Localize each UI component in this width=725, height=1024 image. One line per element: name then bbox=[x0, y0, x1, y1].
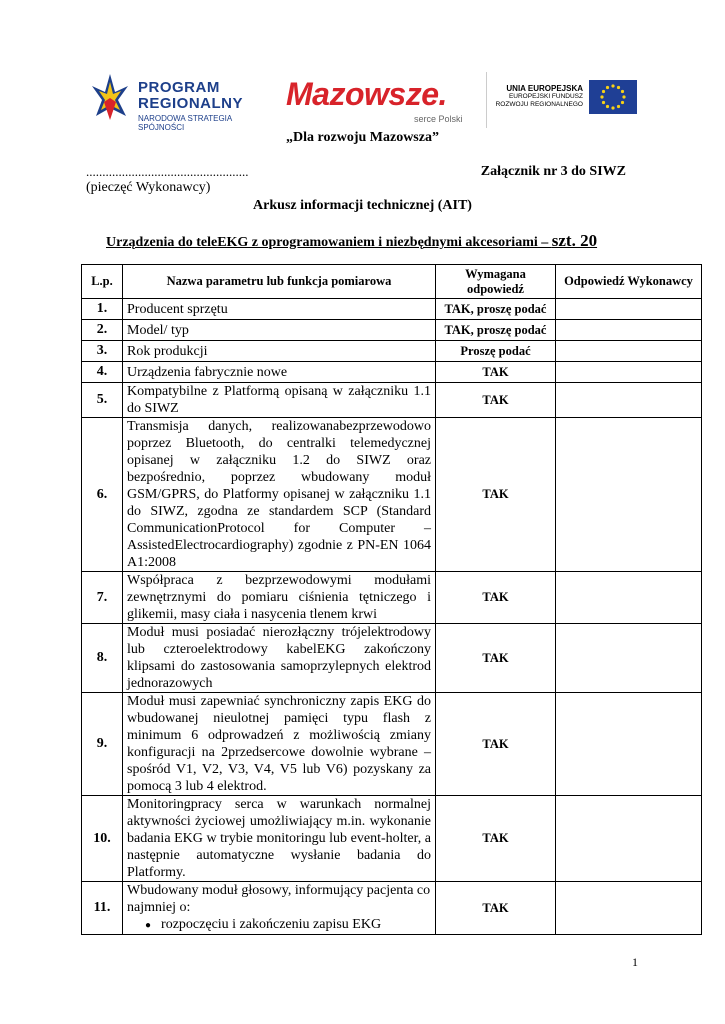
program-line2: REGIONALNY bbox=[138, 95, 244, 112]
row-name: Moduł musi zapewniać synchroniczny zapis EKG do wbudowanej nieulotnej pamięci typu flash z minimum 6 odprowadzeń z możliwością zmiany konfiguracji na 2przedsercowe dowolnie wybrane – spośród V1, V2, V3, V4, V5 lub V6) pozyskany za pomocą 3 lub 4 elektrod. bbox=[123, 693, 436, 796]
row-required: TAK bbox=[436, 418, 556, 572]
header-required: Wymagana odpowiedź bbox=[436, 265, 556, 299]
row-answer[interactable] bbox=[556, 418, 702, 572]
row-name: Model/ typ bbox=[123, 320, 436, 341]
row-required: TAK bbox=[436, 624, 556, 693]
row-lp: 3. bbox=[82, 341, 123, 362]
eu-logo bbox=[486, 72, 651, 128]
row-lp: 7. bbox=[82, 572, 123, 624]
row-name-text: Wbudowany moduł głosowy, informujący pacjenta co najmniej o: bbox=[127, 883, 431, 916]
header-name: Nazwa parametru lub funkcja pomiarowa bbox=[123, 265, 436, 299]
row-name: Transmisja danych, realizowanabezprzewodowo poprzez Bluetooth, do centralki telemedycznej opisanej w załączniku 1.2 do SIWZ oraz bezpośrednio, poprzez wbudowany moduł GSM/GPRS, do Platformy opisanej w załączniku 1.1 do SIWZ, zgodna ze standardem SCP (Standard CommunicationProtocol for Computer – AssistedElectrocardiography) zgodnie z PN-EN 1064 A1:2008 bbox=[123, 418, 436, 572]
row-name: Urządzenia fabrycznie nowe bbox=[123, 362, 436, 383]
table-row bbox=[82, 796, 702, 882]
eu-line3: ROZWOJU REGIONALNEGO bbox=[495, 101, 583, 108]
heading-main: Urządzenia do teleEKG z oprogramowaniem i niezbędnymi akcesoriami – bbox=[106, 235, 552, 250]
table-row bbox=[82, 693, 702, 796]
program-regionalny-logo bbox=[86, 70, 266, 132]
logo-bar bbox=[86, 68, 646, 132]
row-lp: 11. bbox=[82, 882, 123, 935]
row-required: TAK bbox=[436, 572, 556, 624]
row-name: Producent sprzętu bbox=[123, 299, 436, 320]
row-required: TAK, proszę podać bbox=[436, 299, 556, 320]
bullet-text: rozpoczęciu i zakończeniu zapisu EKG bbox=[161, 917, 382, 933]
table-row bbox=[82, 418, 702, 572]
row-required: TAK bbox=[436, 693, 556, 796]
eu-flag-icon bbox=[589, 80, 637, 114]
table-row bbox=[82, 299, 702, 320]
row-answer[interactable] bbox=[556, 362, 702, 383]
section-heading bbox=[106, 231, 597, 251]
row-required: TAK bbox=[436, 796, 556, 882]
mazowsze-logo bbox=[286, 76, 466, 126]
table-row bbox=[82, 572, 702, 624]
row-name: Moduł musi posiadać nierozłączny trójelektrodowy lub czteroelektrodowy kabelEKG zakończony klipsami do zastosowania samoprzylepnych elektrod jednorazowych bbox=[123, 624, 436, 693]
row-required: Proszę podać bbox=[436, 341, 556, 362]
spec-table bbox=[81, 264, 702, 935]
row-lp: 6. bbox=[82, 418, 123, 572]
row-answer[interactable] bbox=[556, 624, 702, 693]
row-answer[interactable] bbox=[556, 796, 702, 882]
table-row bbox=[82, 882, 702, 935]
table-row bbox=[82, 341, 702, 362]
mazowsze-sub: serce Polski bbox=[414, 114, 463, 124]
attachment-label: Załącznik nr 3 do SIWZ bbox=[480, 164, 626, 179]
row-name: Rok produkcji bbox=[123, 341, 436, 362]
row-lp: 2. bbox=[82, 320, 123, 341]
header-answer: Odpowiedź Wykonawcy bbox=[556, 265, 702, 299]
row-lp: 1. bbox=[82, 299, 123, 320]
eu-line1: UNIA EUROPEJSKA bbox=[506, 84, 583, 93]
row-required: TAK bbox=[436, 882, 556, 935]
stamp-dots: .................................................. bbox=[86, 164, 249, 179]
row-lp: 8. bbox=[82, 624, 123, 693]
table-row bbox=[82, 320, 702, 341]
row-name: Monitoringpracy serca w warunkach normalnej aktywności życiowej umożliwiający m.in. wykonanie badania EKG w trybie monitoringu lub event-holter, a następnie automatyczne wysłanie badania do Platformy. bbox=[123, 796, 436, 882]
table-row bbox=[82, 383, 702, 418]
row-required: TAK, proszę podać bbox=[436, 320, 556, 341]
motto: „Dla rozwoju Mazowsza” bbox=[286, 130, 439, 145]
header-lp: L.p. bbox=[82, 265, 123, 299]
row-answer[interactable] bbox=[556, 341, 702, 362]
row-name: Współpraca z bezprzewodowymi modułami zewnętrznymi do pomiaru ciśnienia tętniczego i glikemii, masy ciała i nasycenia tlenem krwi bbox=[123, 572, 436, 624]
program-star-icon bbox=[90, 72, 130, 126]
row-answer[interactable] bbox=[556, 882, 702, 935]
heading-qty: szt. 20 bbox=[551, 231, 598, 250]
row-lp: 9. bbox=[82, 693, 123, 796]
page-number: 1 bbox=[632, 955, 638, 969]
stamp-label: (pieczęć Wykonawcy) bbox=[86, 180, 211, 195]
mazowsze-word: Mazowsze. bbox=[286, 76, 447, 112]
row-answer[interactable] bbox=[556, 693, 702, 796]
row-name: Kompatybilne z Platformą opisaną w załączniku 1.1 do SIWZ bbox=[123, 383, 436, 418]
row-answer[interactable] bbox=[556, 572, 702, 624]
bullet-icon: ● bbox=[145, 919, 152, 931]
row-answer[interactable] bbox=[556, 299, 702, 320]
table-row bbox=[82, 624, 702, 693]
table-row bbox=[82, 362, 702, 383]
row-name bbox=[123, 882, 436, 935]
row-lp: 10. bbox=[82, 796, 123, 882]
program-line3: NARODOWA STRATEGIA SPÓJNOŚCI bbox=[138, 114, 232, 132]
row-required: TAK bbox=[436, 383, 556, 418]
row-lp: 5. bbox=[82, 383, 123, 418]
table-header-row bbox=[82, 265, 702, 299]
program-line1: PROGRAM bbox=[138, 79, 220, 96]
bullet-item bbox=[127, 916, 431, 933]
row-required: TAK bbox=[436, 362, 556, 383]
row-lp: 4. bbox=[82, 362, 123, 383]
form-title: Arkusz informacji technicznej (AIT) bbox=[253, 198, 472, 213]
row-answer[interactable] bbox=[556, 383, 702, 418]
row-answer[interactable] bbox=[556, 320, 702, 341]
eu-line2: EUROPEJSKI FUNDUSZ bbox=[508, 93, 583, 100]
